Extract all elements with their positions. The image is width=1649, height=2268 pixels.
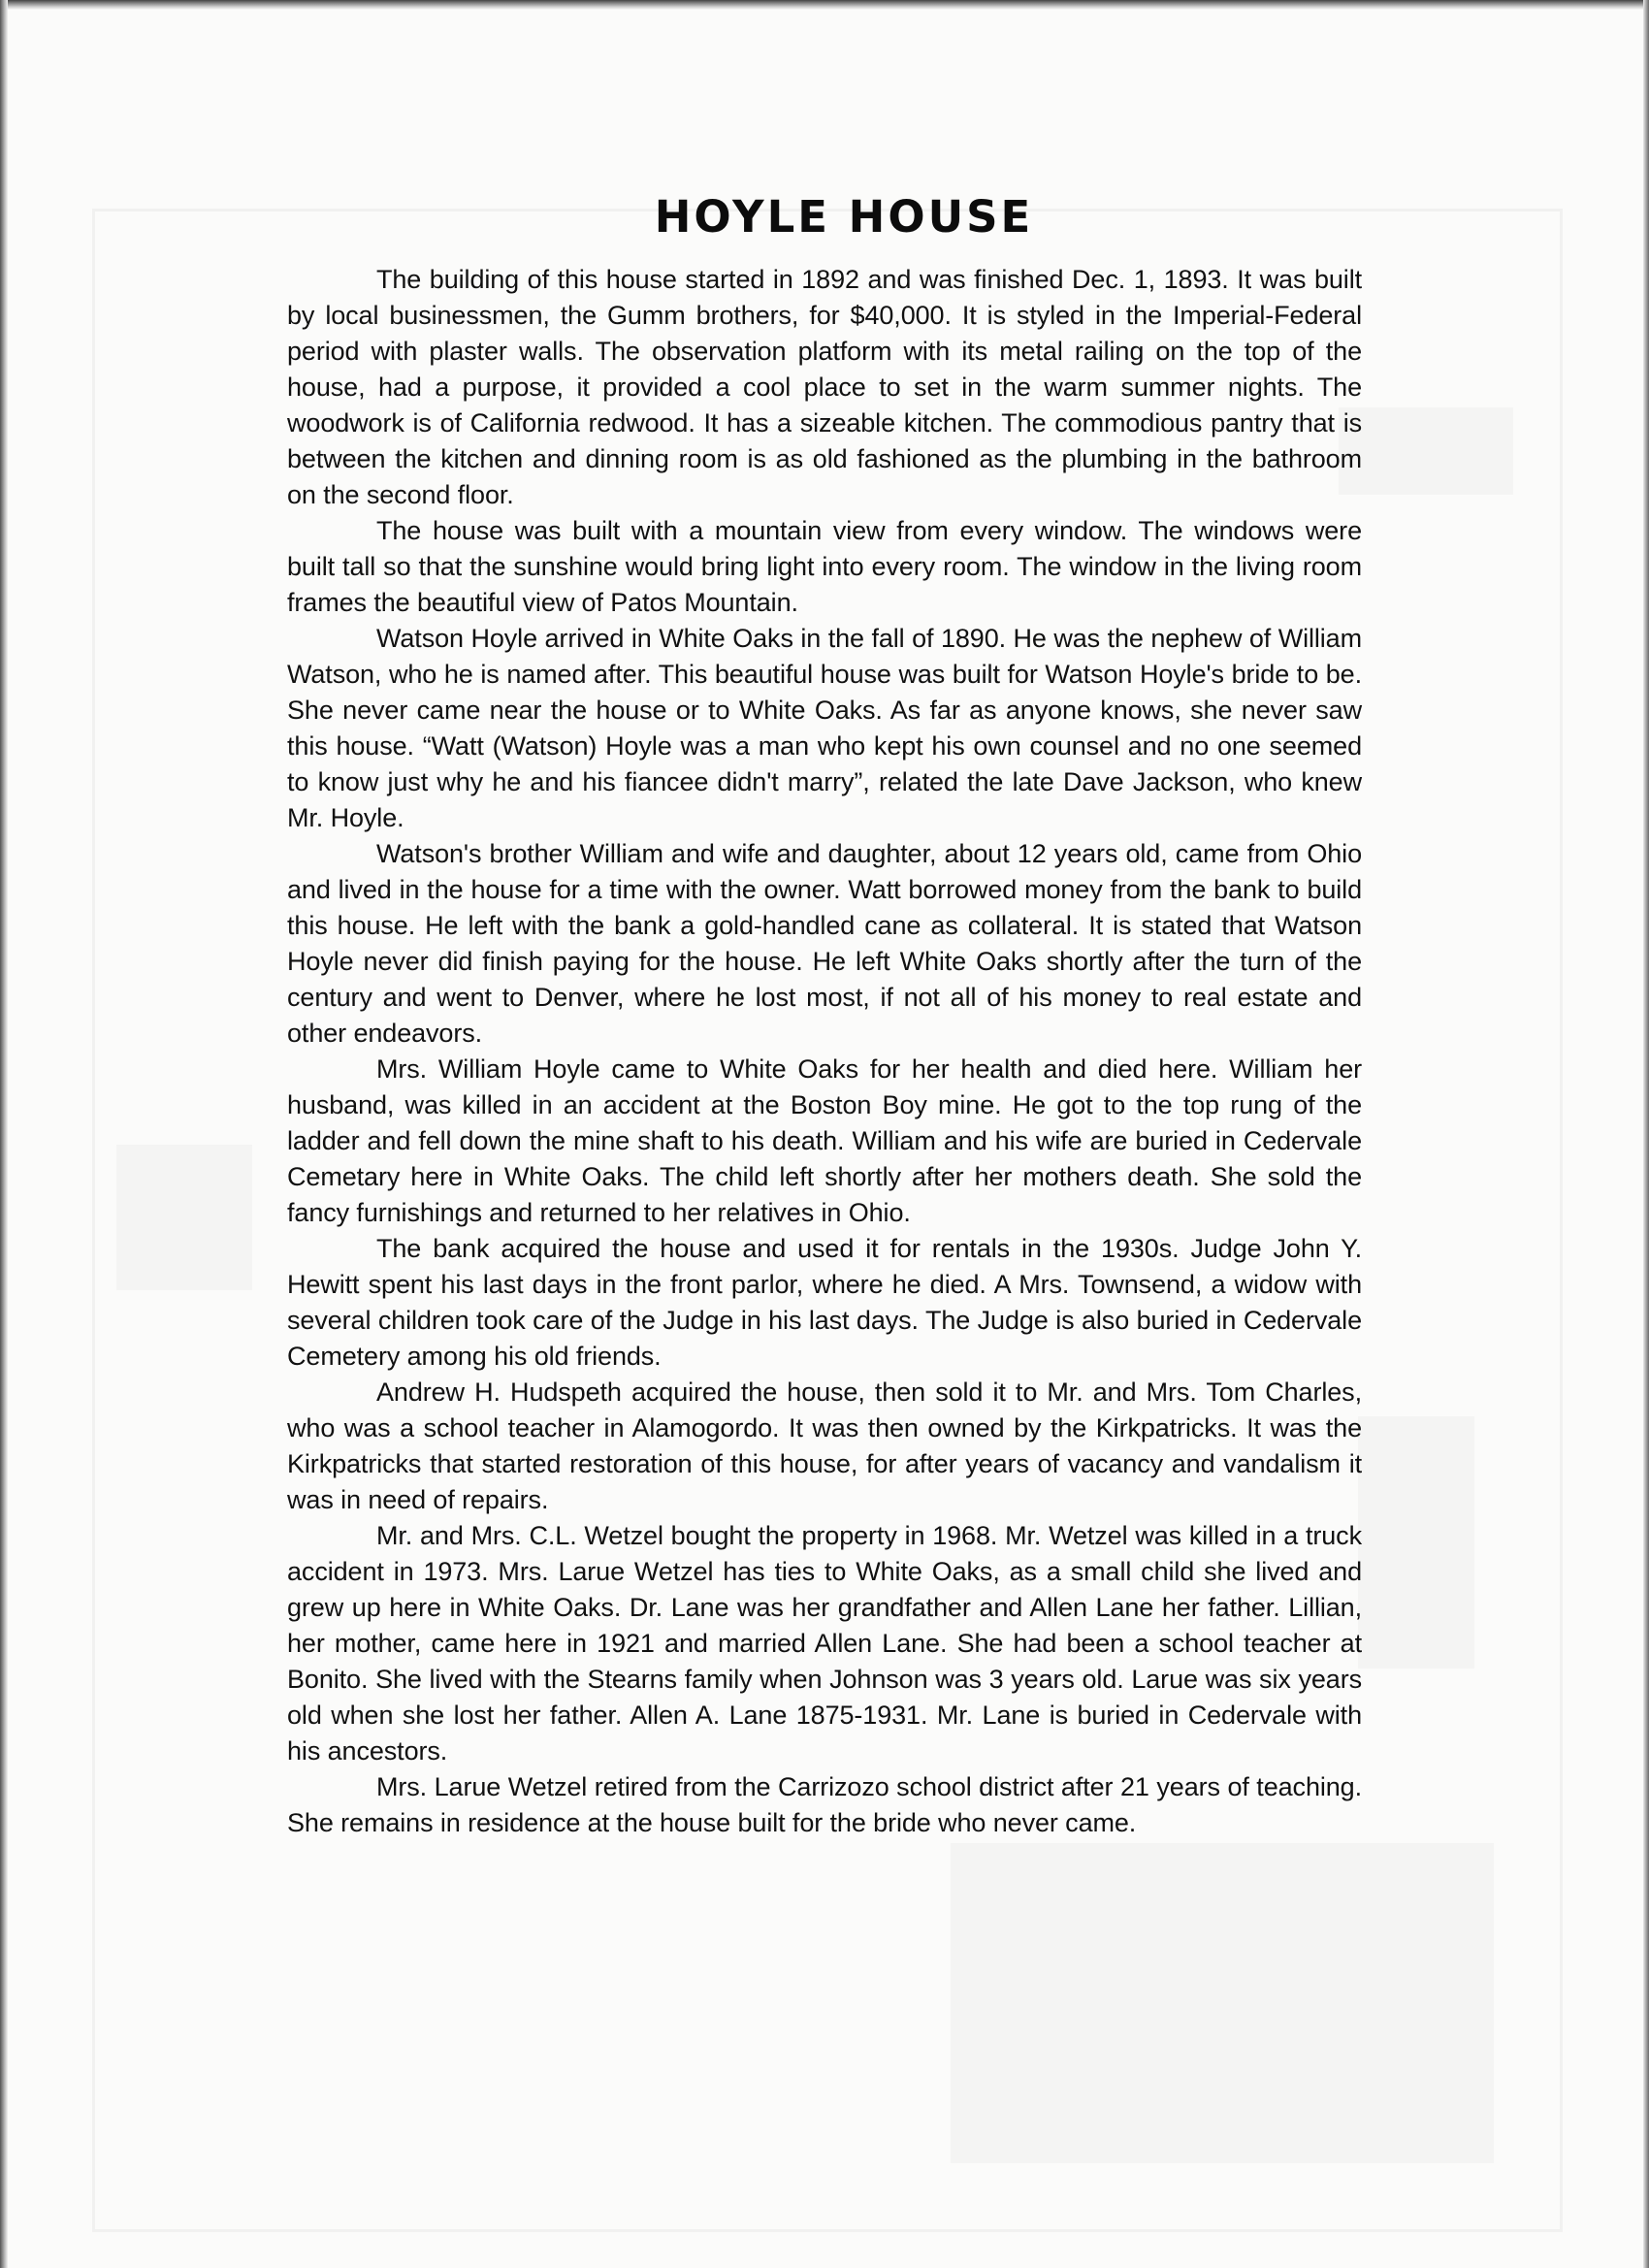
scan-edge-right <box>1643 0 1649 2268</box>
scan-edge-top <box>0 0 1649 10</box>
paragraph: Mrs. William Hoyle came to White Oaks for her health and died here. William her husband, was killed in an accident at the Boston Boy mine. He got to the top rung of the ladder and fell down the mine shaft to his death. William and his wife are buried in Cedervale Cemetary here in White Oaks. The child left shortly after her mothers death. She sold the fancy furnishings and returned to her relatives in Ohio. <box>287 1054 1362 1227</box>
document-title: HOYLE HOUSE <box>654 191 1034 243</box>
paragraph: The house was built with a mountain view from every window. The windows were built tall so that the sunshine would bring light into every room. The window in the living room frames the beautiful view of Patos Mountain. <box>287 516 1362 617</box>
paragraph: Watson's brother William and wife and daughter, about 12 years old, came from Ohio and lived in the house for a time with the owner. Watt borrowed money from the bank to build this house. He left with the bank a gold-handled cane as collateral. It is stated that Watson Hoyle never did finish paying for the house. He left White Oaks shortly after the turn of the century and went to Denver, where he lost most, if not all of his money to real estate and other endeavors. <box>287 839 1362 1048</box>
paragraph: Andrew H. Hudspeth acquired the house, then sold it to Mr. and Mrs. Tom Charles, who was a school teacher in Alamogordo. It was then owned by the Kirkpatricks. It was the Kirkpatricks that started restoration of this house, for after years of vacancy and vandalism it was in need of repairs. <box>287 1377 1362 1514</box>
paragraph: The building of this house started in 1892 and was finished Dec. 1, 1893. It was built by local businessmen, the Gumm brothers, for $40,000. It is styled in the Imperial-Federal period with plaster walls. The observation platform with its metal railing on the top of the house, had a purpose, it provided a cool place to set in the warm summer nights. The woodwork is of California redwood. It has a sizeable kitchen. The commodious pantry that is between the kitchen and dinning room is as old fashioned as the plumbing in the bathroom on the second floor. <box>287 265 1362 509</box>
document-body <box>287 190 1362 1841</box>
bleed-through-shape <box>1339 407 1513 495</box>
bleed-through-shape <box>951 1843 1494 2163</box>
paragraph: Watson Hoyle arrived in White Oaks in the fall of 1890. He was the nephew of William Watson, who he is named after. This beautiful house was built for Watson Hoyle's bride to be. She never came near the house or to White Oaks. As far as anyone knows, she never saw this house. “Watt (Watson) Hoyle was a man who kept his own counsel and no one seemed to know just why he and his fiancee didn't marry”, related the late Dave Jackson, who knew Mr. Hoyle. <box>287 624 1362 832</box>
paragraph: Mrs. Larue Wetzel retired from the Carrizozo school district after 21 years of teaching. She remains in residence at the house built for the bride who never came. <box>287 1772 1362 1837</box>
bleed-through-shape <box>116 1145 252 1290</box>
paragraph: The bank acquired the house and used it for rentals in the 1930s. Judge John Y. Hewitt spent his last days in the front parlor, where he died. A Mrs. Townsend, a widow with several children took care of the Judge in his last days. The Judge is also buried in Cedervale Cemetery among his old friends. <box>287 1234 1362 1371</box>
bleed-through-shape <box>1358 1416 1474 1669</box>
paragraph: Mr. and Mrs. C.L. Wetzel bought the property in 1968. Mr. Wetzel was killed in a truck accident in 1973. Mrs. Larue Wetzel has ties to White Oaks, as a small child she lived and grew up here in White Oaks. Dr. Lane was her grandfather and Allen Lane her father. Lillian, her mother, came here in 1921 and married Allen Lane. She had been a school teacher at Bonito. She lived with the Stearns family when Johnson was 3 years old. Larue was six years old when she lost her father. Allen A. Lane 1875-1931. Mr. Lane is buried in Cedervale with his ancestors. <box>287 1521 1362 1766</box>
scan-edge-left <box>0 0 8 2268</box>
